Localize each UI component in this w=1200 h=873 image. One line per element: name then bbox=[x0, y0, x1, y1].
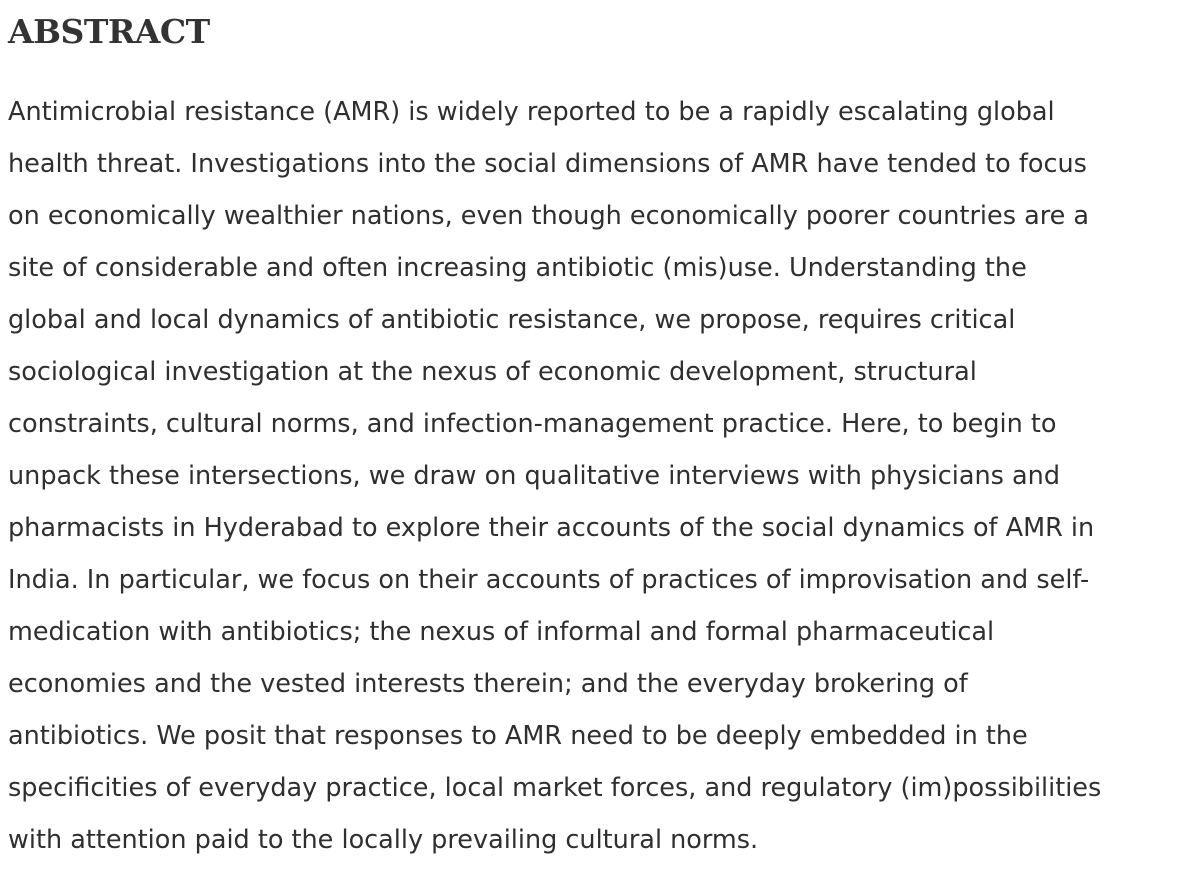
abstract-line: with attention paid to the locally prevailing cultural norms. bbox=[8, 825, 759, 855]
abstract-line: global and local dynamics of antibiotic resistance, we propose, requires critical bbox=[8, 305, 1016, 335]
abstract-line: antibiotics. We posit that responses to AMR need to be deeply embedded in the bbox=[8, 721, 1028, 751]
abstract-line: specificities of everyday practice, local market forces, and regulatory (im)possibilities bbox=[8, 773, 1102, 803]
abstract-line: on economically wealthier nations, even though economically poorer countries are a bbox=[8, 201, 1090, 231]
abstract-line: economies and the vested interests therein; and the everyday brokering of bbox=[8, 669, 968, 699]
abstract-line: pharmacists in Hyderabad to explore their accounts of the social dynamics of AMR in bbox=[8, 513, 1095, 543]
abstract-line: Antimicrobial resistance (AMR) is widely reported to be a rapidly escalating global bbox=[8, 97, 1055, 127]
abstract-line: constraints, cultural norms, and infection-management practice. Here, to begin to bbox=[8, 409, 1057, 439]
abstract-line: medication with antibiotics; the nexus of informal and formal pharmaceutical bbox=[8, 617, 995, 647]
abstract-line: India. In particular, we focus on their accounts of practices of improvisation and self- bbox=[8, 565, 1090, 595]
abstract-section bbox=[8, 0, 1192, 855]
abstract-line: health threat. Investigations into the social dimensions of AMR have tended to focus bbox=[8, 149, 1087, 179]
abstract-line: unpack these intersections, we draw on qualitative interviews with physicians and bbox=[8, 461, 1061, 491]
abstract-line: sociological investigation at the nexus of economic development, structural bbox=[8, 357, 977, 387]
abstract-body bbox=[8, 86, 1192, 866]
abstract-heading: ABSTRACT bbox=[8, 12, 210, 51]
abstract-line: site of considerable and often increasing antibiotic (mis)use. Understanding the bbox=[8, 253, 1027, 283]
